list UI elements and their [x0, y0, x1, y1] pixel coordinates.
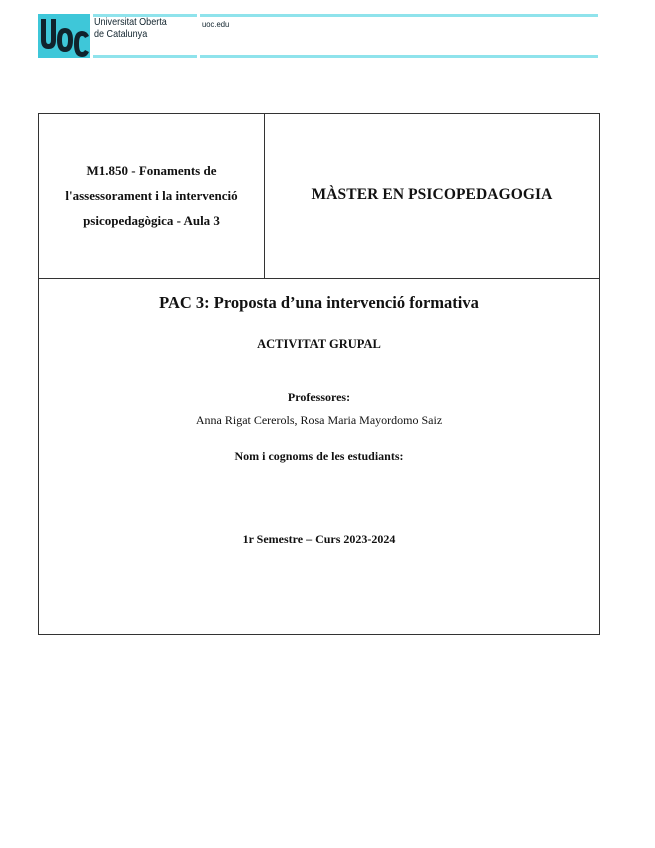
activity-type: ACTIVITAT GRUPAL — [257, 337, 381, 351]
course-title-line2: l'assessorament i la intervenció — [65, 187, 238, 203]
university-name — [94, 17, 167, 40]
course-cell — [39, 114, 265, 278]
semester-info: 1r Semestre – Curs 2023-2024 — [242, 532, 396, 546]
university-name-line1: Universitat Oberta — [94, 16, 167, 28]
cover-header-row — [39, 114, 599, 279]
course-title-line3: psicopedagògica - Aula 3 — [83, 212, 220, 228]
cover-table — [38, 113, 600, 635]
students-label: Nom i cognoms de les estudiants: — [234, 449, 404, 463]
header-rule-bottom-left — [93, 55, 197, 58]
course-title — [52, 158, 252, 233]
professors-label: Professores: — [287, 390, 351, 404]
website-link[interactable]: uoc.edu — [202, 19, 230, 29]
uoc-logo — [38, 14, 90, 58]
course-title-line1: M1.850 - Fonaments de — [86, 162, 217, 178]
professors-names: Anna Rigat Cererols, Rosa Maria Mayordomo Saiz — [195, 413, 443, 427]
program-cell — [265, 114, 599, 278]
university-name-line2: de Catalunya — [94, 27, 148, 40]
page-header — [0, 0, 655, 70]
header-rule-top-right — [200, 14, 598, 17]
program-title: MÀSTER EN PSICOPEDAGOGIA — [311, 186, 553, 203]
cover-body — [39, 279, 599, 634]
header-rule-bottom-right — [200, 55, 598, 58]
uoc-logo-mark — [38, 14, 90, 58]
assignment-title: PAC 3: Proposta d’una intervenció formativa — [159, 293, 479, 312]
